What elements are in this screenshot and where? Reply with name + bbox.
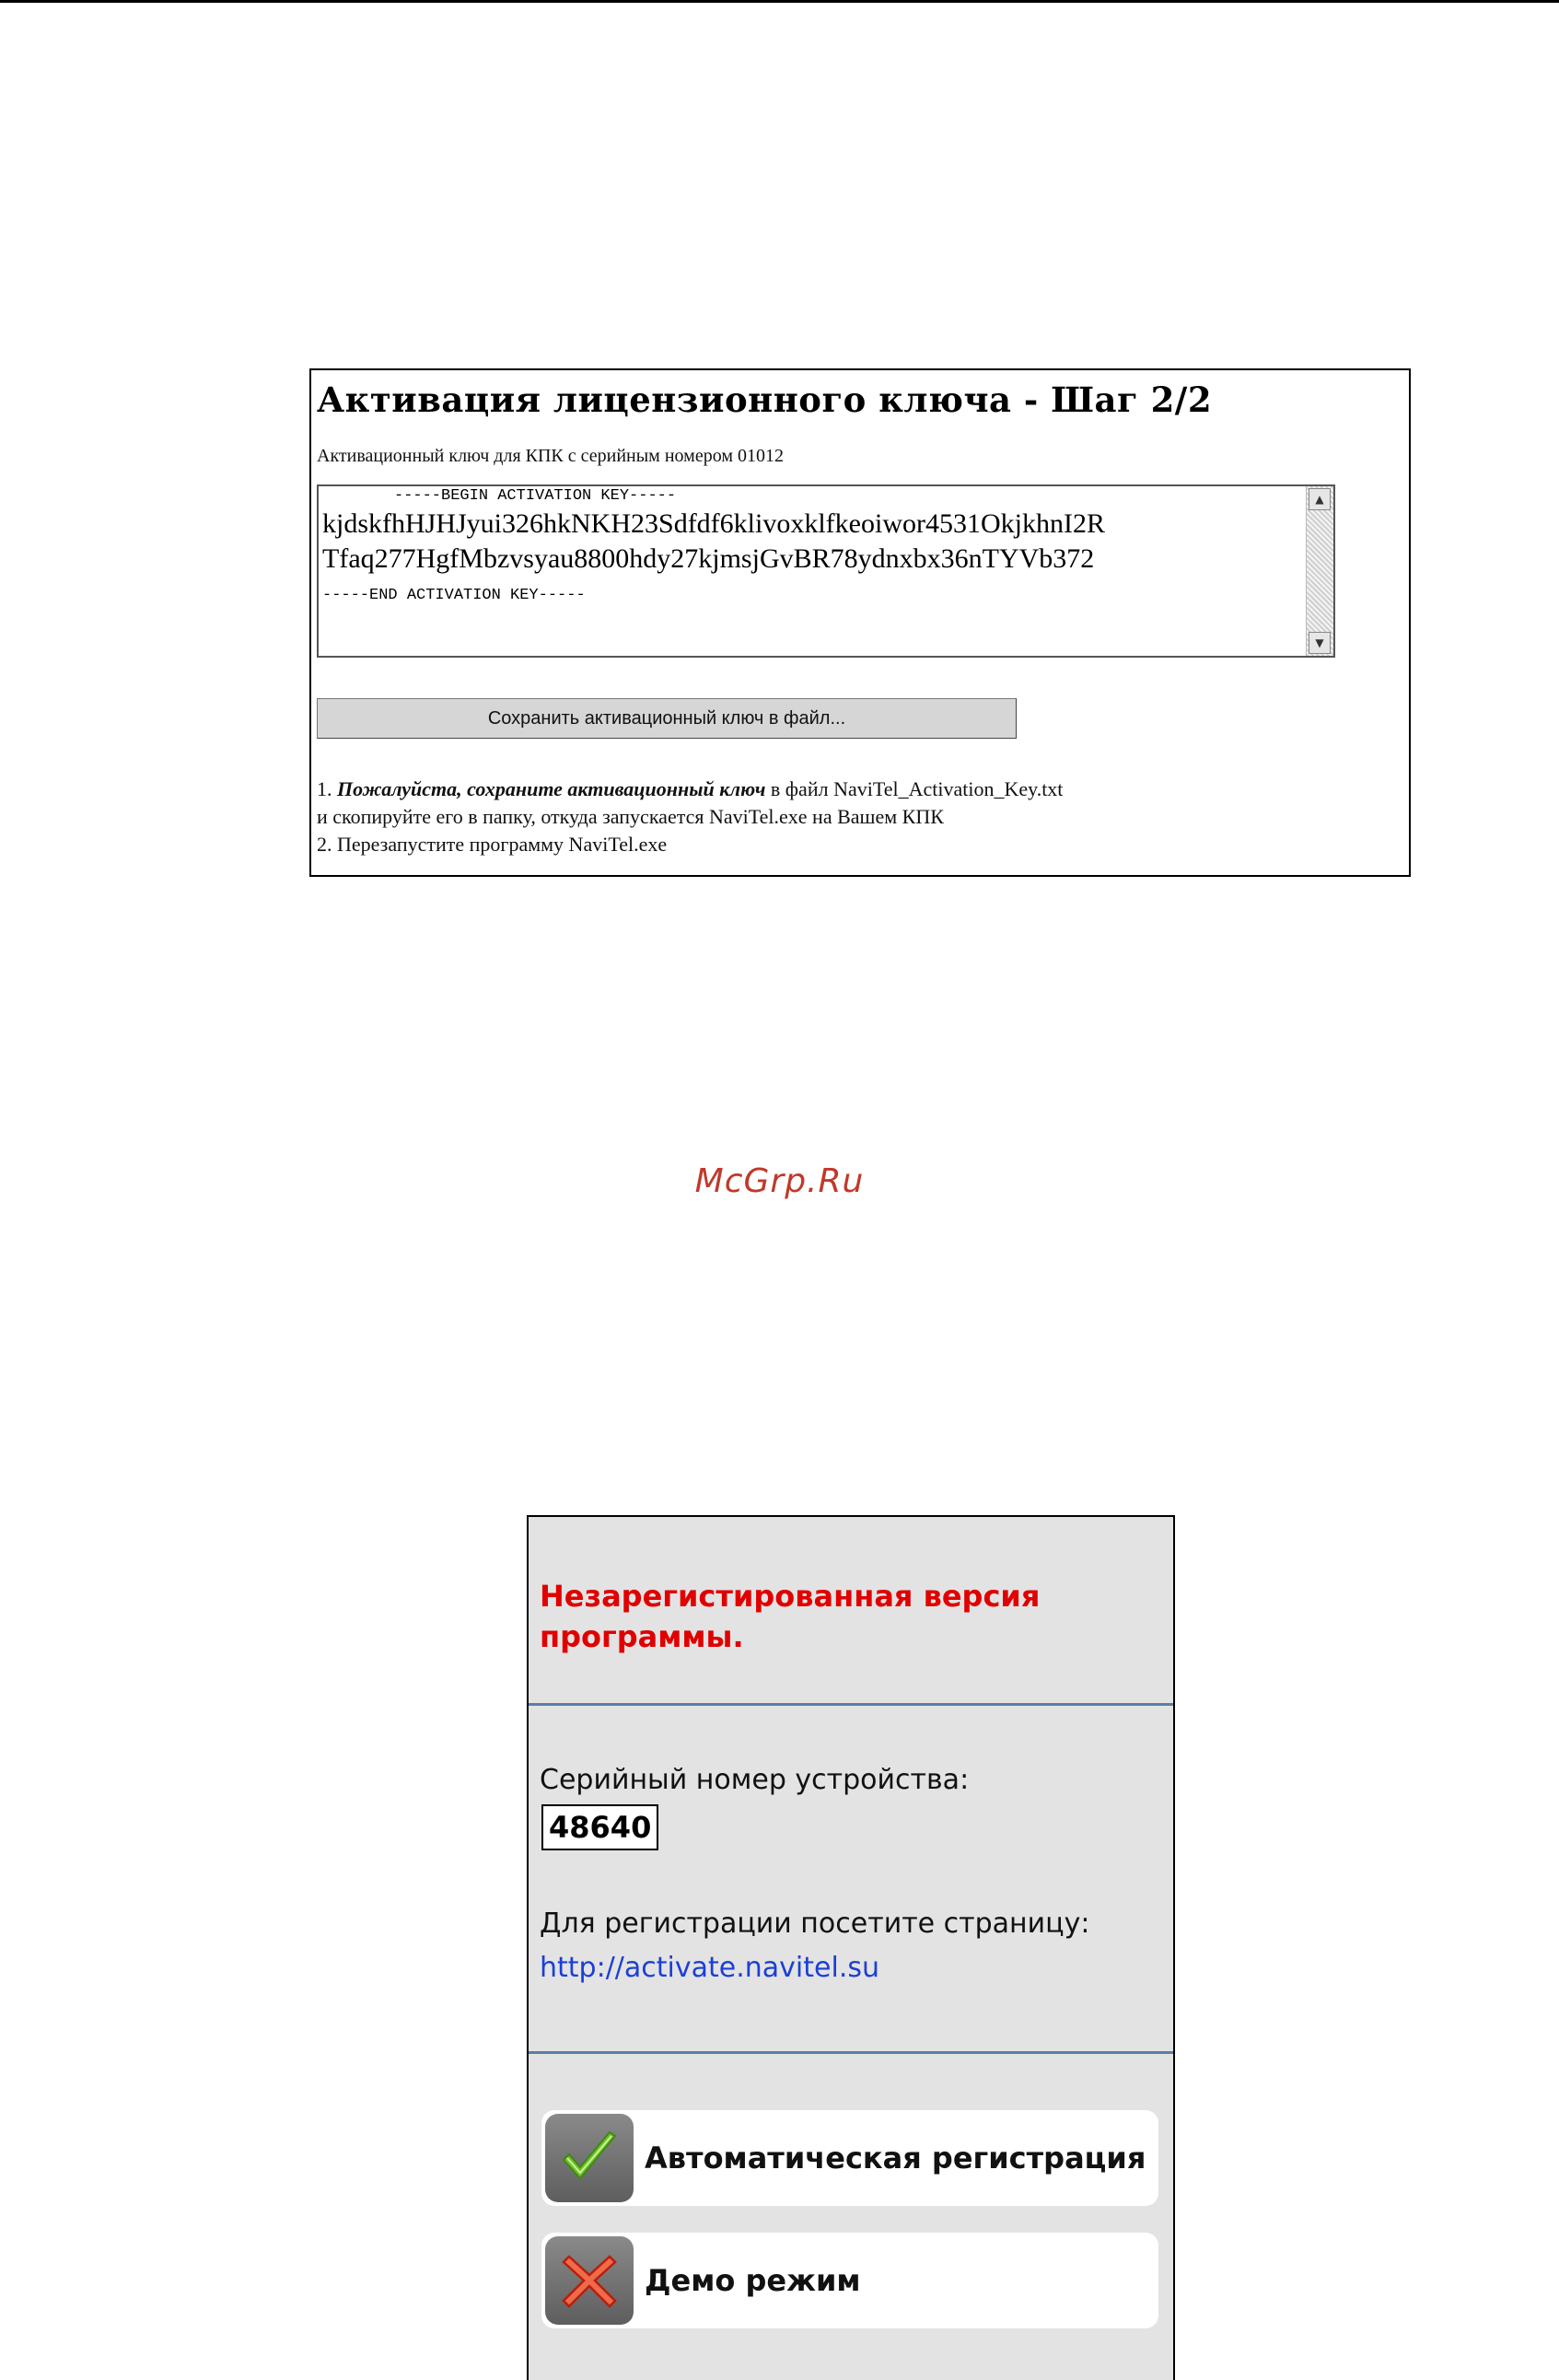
save-key-button[interactable]: Сохранить активационный ключ в файл... (317, 698, 1017, 739)
key-line-1: kjdskfhHJHJyui326hkNKH23Sdfdf6klivoxklfkeoiwor4531OkjkhnI2R (322, 508, 1105, 539)
instruction-1-rest: в файл NaviTel_Activation_Key.txt (765, 777, 1064, 800)
device-registration-dialog (527, 1515, 1175, 2380)
checkmark-icon (545, 2114, 634, 2202)
watermark: McGrp.Ru (694, 1162, 865, 1200)
activation-key-textarea[interactable] (317, 484, 1335, 658)
auto-registration-button[interactable] (541, 2110, 1158, 2206)
registration-hint: Для регистрации посетите страницу: (540, 1908, 1090, 1940)
activation-page-screenshot (309, 368, 1411, 877)
scroll-up-arrow-icon[interactable]: ▲ (1309, 488, 1331, 510)
serial-number-label: Серийный номер устройства: (540, 1764, 970, 1796)
key-caption: Активационный ключ для КПК с серийным номером 01012 (317, 446, 784, 466)
instructions (317, 776, 1403, 858)
cross-icon (545, 2236, 634, 2325)
key-line-2: Tfaq277HgfMbzvsyau8800hdy27kjmsjGvBR78ydnxbx36nTYVb372 (322, 543, 1095, 574)
divider-bottom (529, 2051, 1173, 2054)
vertical-scrollbar[interactable] (1306, 486, 1333, 656)
instruction-1-continuation: и скопируйте его в папку, откуда запускается NaviTel.exe на Вашем КПК (317, 805, 944, 828)
auto-registration-label: Автоматическая регистрация (645, 2141, 1146, 2176)
instruction-1: 1. Пожалуйста, сохраните активационный ключ в файл NaviTel_Activation_Key.txt (317, 777, 1064, 800)
top-rule (0, 0, 1559, 3)
unregistered-warning: Незарегистированная версия программы. (540, 1579, 1041, 1654)
serial-number-value: 48640 (541, 1804, 658, 1850)
scroll-down-arrow-icon[interactable]: ▼ (1309, 632, 1331, 654)
key-begin-line: -----BEGIN ACTIVATION KEY----- (394, 487, 677, 505)
demo-mode-button[interactable] (541, 2233, 1158, 2328)
instruction-2: 2. Перезапустите программу NaviTel.exe (317, 833, 668, 856)
divider-top (529, 1703, 1173, 1706)
registration-link[interactable]: http://activate.navitel.su (540, 1952, 879, 1984)
instruction-1-emphasis: Пожалуйста, сохраните активационный ключ (337, 777, 766, 800)
key-end-line: -----END ACTIVATION KEY----- (322, 587, 586, 604)
page-title: Активация лицензионного ключа - Шаг 2/2 (317, 379, 1213, 420)
demo-mode-label: Демо режим (645, 2263, 861, 2298)
